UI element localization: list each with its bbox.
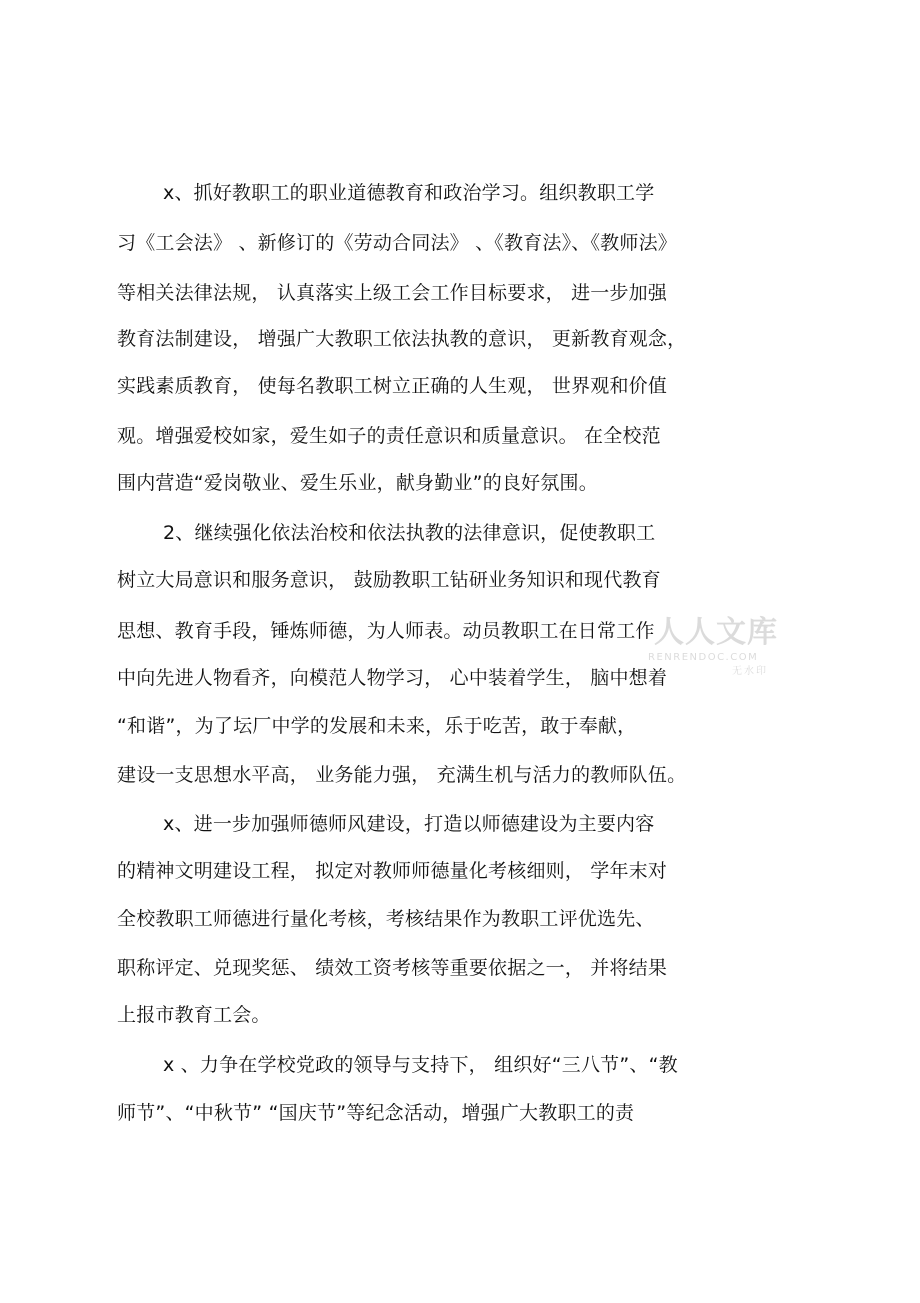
paragraph-2-line-3: 思想、教育手段，锤炼师德，为人师表。动员教职工在日常工作	[117, 620, 655, 642]
watermark-subtitle: 无水印	[732, 666, 768, 677]
paragraph-2-line-5: “和谐”，为了坛厂中学的发展和未来，乐于吃苦，敢于奉献，	[117, 715, 637, 737]
paragraph-1-line-7: 围内营造“爱岗敬业、爱生乐业，献身勤业”的良好氛围。	[117, 472, 598, 494]
paragraph-3-line-4: 职称评定、兑现奖惩、 绩效工资考核等重要依据之一， 并将结果	[117, 957, 668, 979]
paragraph-3-line-3: 全校教职工师德进行量化考核，考核结果作为教职工评优选先、	[117, 908, 655, 930]
paragraph-1-line-4: 教育法制建设， 增强广大教职工依法执教的意识， 更新教育观念，	[117, 328, 687, 350]
paragraph-3-line-5: 上报市教育工会。	[117, 1004, 271, 1026]
paragraph-1-line-6: 观。增强爱校如家，爱生如子的责任意识和质量意识。 在全校范	[117, 425, 661, 447]
watermark-logo	[646, 616, 786, 688]
paragraph-1-line-2: 习《工会法》 、新修订的《劳动合同法》 、《教育法》、《教师法》	[117, 232, 677, 254]
paragraph-2-line-2: 树立大局意识和服务意识， 鼓励教职工钻研业务知识和现代教育	[117, 569, 661, 591]
watermark-url: RENRENDOC.COM	[648, 652, 759, 663]
paragraph-1-line-3: 等相关法律法规， 认真落实上级工会工作目标要求， 进一步加强	[117, 282, 668, 304]
paragraph-2-line-6: 建设一支思想水平高， 业务能力强， 充满生机与活力的教师队伍。	[117, 764, 687, 786]
watermark-title: 人人文库	[654, 615, 778, 650]
paragraph-2-line-4: 中向先进人物看齐，向模范人物学习， 心中装着学生， 脑中想着	[117, 667, 668, 689]
paragraph-3-line-2: 的精神文明建设工程， 拟定对教师师德量化考核细则， 学年末对	[117, 860, 668, 882]
paragraph-3-line-1: x、进一步加强师德师风建设，打造以师德建设为主要内容	[163, 813, 655, 835]
paragraph-1-line-1: x、抓好教职工的职业道德教育和政治学习。组织教职工学	[163, 182, 655, 204]
paragraph-2-line-1: 2、继续强化依法治校和依法执教的法律意识，促使教职工	[163, 522, 656, 544]
paragraph-1-line-5: 实践素质教育， 使每名教职工树立正确的人生观， 世界观和价值	[117, 375, 668, 397]
paragraph-4-line-1: x 、力争在学校党政的领导与支持下， 组织好“三八节”、“教	[163, 1054, 678, 1076]
paragraph-4-line-2: 师节”、“中秋节” “国庆节”等纪念活动，增强广大教职工的责	[117, 1102, 635, 1124]
